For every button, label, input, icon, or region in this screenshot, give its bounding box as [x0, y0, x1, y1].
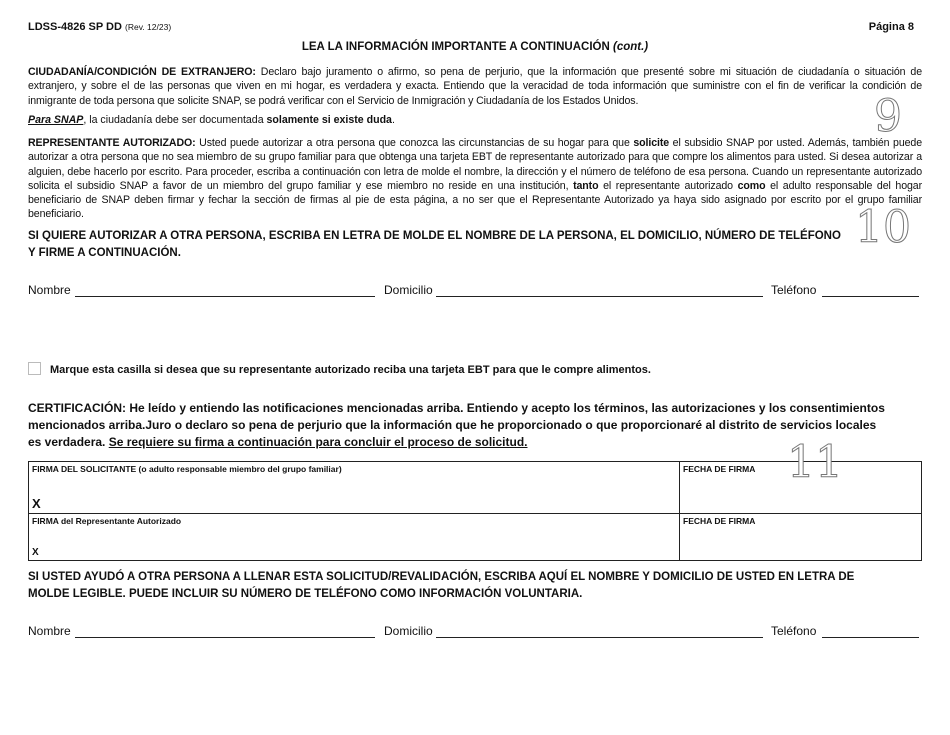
page-number: Página 8	[868, 21, 914, 33]
authorized-rep-paragraph	[28, 136, 922, 222]
helper-address-label: Domicilio	[384, 624, 433, 638]
rep-address-field[interactable]	[436, 296, 763, 297]
rep-name-field[interactable]	[75, 296, 375, 297]
certification-heading: CERTIFICACIÓN:	[28, 401, 126, 415]
applicant-signature-x: X	[32, 496, 41, 511]
ebt-card-checkbox[interactable]	[28, 362, 41, 375]
rep-date-label: FECHA DE FIRMA	[683, 516, 756, 526]
certification-paragraph	[28, 400, 888, 450]
snap-note-text: , la ciudadanía debe ser documentada	[83, 114, 267, 126]
rep-phone-field[interactable]	[822, 296, 919, 297]
rep-date-cell[interactable]	[680, 514, 922, 561]
authorized-rep-text-2: el subsidio SNAP por usted. Además, también puede autorizar a otra persona que no sea miembro de su grupo familiar para que obtenga una tarjeta EBT de representante autorizado para que compre los alimentos para usted. Si desea autorizar a alguien, debe hacerlo por escrito. Para proceder, escriba a continuación con letra de molde el nombre, la dirección y el número de teléfono de esa persona. Cuando un representante autorizado solicita el subsidio SNAP a favor de un miembro del grupo familiar y ese miembro no reside en una institución,	[28, 137, 922, 192]
page-title-main: LEA LA INFORMACIÓN IMPORTANTE A CONTINUACIÓN	[301, 41, 610, 53]
page-title-cont: (cont.)	[613, 41, 649, 53]
citizenship-body: Declaro bajo juramento o afirmo, so pena de perjurio, que la información que presenté sobre mi situación de ciudadanía o situación de extranjero, y sobre el de las personas que viven en mi hogar, es verdadera y exacta. Entiendo que la veracidad de toda información que suministre con el fin de verificar la condición de inmigrante de toda persona que solicite SNAP, se podrá verificar con el Servicio de Inmigración y Ciudadanía de los Estados Unidos.	[28, 66, 922, 107]
authorize-instruction: SI QUIERE AUTORIZAR A OTRA PERSONA, ESCRIBA EN LETRA DE MOLDE EL NOMBRE DE LA PERSONA, EL DOMICILIO, NÚMERO DE TELÉFONO Y FIRME A CONTINUACIÓN.	[28, 230, 841, 259]
rep-name-label: Nombre	[28, 283, 71, 297]
annotation-number-11: 11	[787, 437, 843, 488]
applicant-signature-cell[interactable]	[29, 462, 680, 514]
rep-signature-cell[interactable]	[29, 514, 680, 561]
helper-instruction: SI USTED AYUDÓ A OTRA PERSONA A LLENAR ESTA SOLICITUD/REVALIDACIÓN, ESCRIBA AQUÍ EL NOMBRE Y DOMICILIO DE USTED EN LETRA DE MOLDE LEGIBLE. PUEDE INCLUIR SU NÚMERO DE TELÉFONO COMO INFORMACIÓN VOLUNTARIA.	[28, 571, 855, 600]
helper-address-field[interactable]	[436, 637, 763, 638]
snap-note-lead: Para SNAP	[28, 114, 84, 126]
authorized-rep-text-4: el adulto responsable del hogar beneficiario de SNAP deben firmar y fechar la sección de firmas al pie de esta página, a no ser que el Representante Autorizado ya haya sido asignado por escrito por el grupo familiar beneficiario.	[28, 179, 923, 221]
annotation-number-9: 9	[874, 91, 902, 142]
rep-address-label: Domicilio	[384, 283, 433, 297]
authorized-rep-fields	[28, 283, 920, 299]
helper-name-field[interactable]	[75, 637, 375, 638]
annotation-number-10: 10	[855, 202, 911, 253]
snap-note-bold: solamente si existe duda	[266, 114, 392, 126]
authorized-rep-bold-2: tanto	[573, 179, 599, 192]
authorized-rep-bold-3: como	[737, 179, 766, 192]
authorized-rep-text-1: Usted puede autorizar a otra persona que conozca las circunstancias de su hogar para que	[195, 137, 634, 149]
helper-phone-field[interactable]	[822, 637, 919, 638]
citizenship-heading: CIUDADANÍA/CONDICIÓN DE EXTRANJERO:	[28, 66, 256, 78]
applicant-signature-label: FIRMA DEL SOLICITANTE (o adulto responsable miembro del grupo familiar)	[32, 464, 342, 474]
ebt-card-checkbox-label: Marque esta casilla si desea que su representante autorizado reciba una tarjeta EBT para que le compre alimentos.	[50, 364, 651, 376]
helper-fields	[28, 624, 920, 640]
page-title	[0, 41, 950, 53]
helper-name-label: Nombre	[28, 624, 71, 638]
helper-phone-label: Teléfono	[771, 624, 817, 638]
form-id-text: LDSS-4826 SP DD	[28, 21, 122, 33]
rep-signature-row	[29, 514, 922, 561]
authorized-rep-heading: REPRESENTANTE AUTORIZADO:	[28, 137, 196, 149]
citizenship-paragraph	[28, 65, 922, 108]
authorized-rep-text-3: el representante autorizado	[598, 179, 738, 192]
form-id	[28, 21, 171, 33]
form-revision: (Rev. 12/23)	[125, 22, 172, 32]
rep-signature-label: FIRMA del Representante Autorizado	[32, 516, 182, 526]
snap-note	[28, 114, 395, 126]
applicant-date-label: FECHA DE FIRMA	[683, 464, 756, 474]
rep-phone-label: Teléfono	[771, 283, 817, 297]
authorized-rep-bold-1: solicite	[633, 137, 670, 149]
snap-note-end: .	[391, 114, 395, 126]
certification-signature-required: Se requiere su firma a continuación para concluir el proceso de solicitud.	[108, 434, 528, 449]
rep-signature-x: X	[32, 547, 39, 558]
certification-body: He leído y entiendo las notificaciones mencionadas arriba. Entiendo y acepto los términos, las autorizaciones y los consentimientos mencionados arriba.Juro o declaro so pena de perjurio que la información que he proporcionado o que proporcionaré al distrito de servicios locales es verdadera.	[28, 401, 885, 449]
